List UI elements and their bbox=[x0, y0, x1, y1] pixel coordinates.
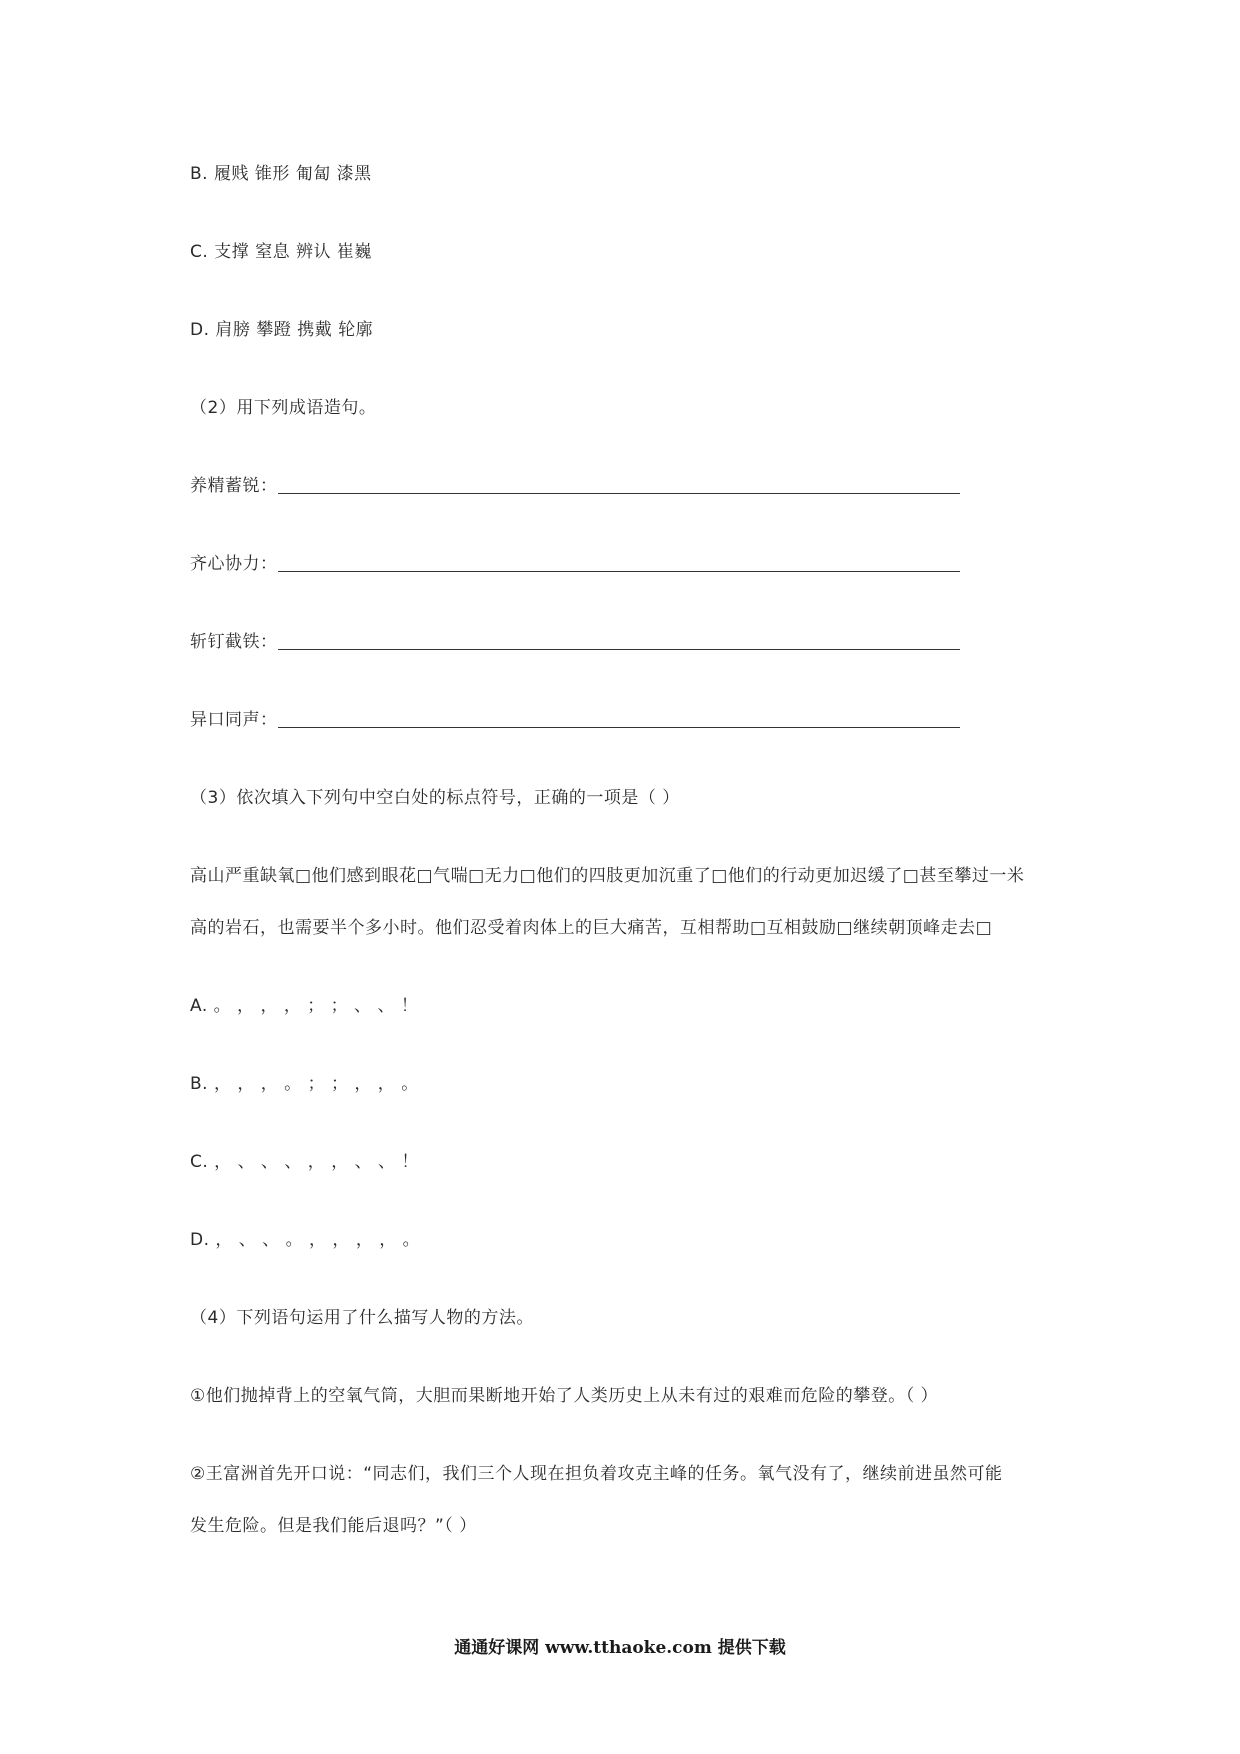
question-3-passage-line-1: 高山严重缺氧□他们感到眼花□气喘□无力□他们的四肢更加沉重了□他们的行动更加迟缓了□甚至攀过一米 bbox=[190, 866, 1025, 886]
answer-blank-line bbox=[278, 629, 961, 650]
option-d: D. 肩膀 攀蹬 携戴 轮廓 bbox=[190, 320, 374, 340]
idiom-sentence-row bbox=[190, 624, 960, 654]
idiom-label: 斩钉截铁： bbox=[190, 632, 278, 652]
option-c: C. 支撑 窒息 辨认 崔巍 bbox=[190, 242, 372, 262]
question-4-item-2-line-2: 发生危险。但是我们能后退吗？”（ ） bbox=[190, 1516, 477, 1536]
answer-blank-line bbox=[278, 707, 961, 728]
option-d: D. ， 、 、 。 ， ， ， ， 。 bbox=[190, 1230, 421, 1250]
option-b: B. ， ， ， 。 ； ； ， ， 。 bbox=[190, 1074, 419, 1094]
idiom-label: 异口同声： bbox=[190, 710, 278, 730]
idiom-sentence-row bbox=[190, 702, 960, 732]
question-3-passage-line-2: 高的岩石，也需要半个多小时。他们忍受着肉体上的巨大痛苦，互相帮助□互相鼓励□继续朝顶峰走去□ bbox=[190, 918, 993, 938]
answer-blank-line bbox=[278, 473, 961, 494]
idiom-label: 齐心协力： bbox=[190, 554, 278, 574]
download-footer: 通通好课网 www.tthaoke.com 提供下载 bbox=[454, 1638, 786, 1658]
option-c: C. ， 、 、 、 ， ， 、 、 ！ bbox=[190, 1152, 419, 1172]
option-a: A. 。 ， ， ， ； ； 、 、 ！ bbox=[190, 996, 419, 1016]
question-4-prompt: （4）下列语句运用了什么描写人物的方法。 bbox=[190, 1308, 534, 1328]
idiom-sentence-row bbox=[190, 546, 960, 576]
idiom-label: 养精蓄锐： bbox=[190, 476, 278, 496]
answer-blank-line bbox=[278, 551, 961, 572]
question-3-prompt: （3）依次填入下列句中空白处的标点符号，正确的一项是（ ） bbox=[190, 788, 680, 808]
question-2-prompt: （2）用下列成语造句。 bbox=[190, 398, 377, 418]
question-4-item-2-line-1: ②王富洲首先开口说：“同志们，我们三个人现在担负着攻克主峰的任务。氧气没有了，继续前进虽然可能 bbox=[190, 1464, 1003, 1484]
option-b: B. 履贱 锥形 匍匐 漆黑 bbox=[190, 164, 372, 184]
question-4-item-1: ①他们抛掉背上的空氧气筒，大胆而果断地开始了人类历史上从未有过的艰难而危险的攀登。（ ） bbox=[190, 1386, 939, 1406]
idiom-sentence-row bbox=[190, 468, 960, 498]
